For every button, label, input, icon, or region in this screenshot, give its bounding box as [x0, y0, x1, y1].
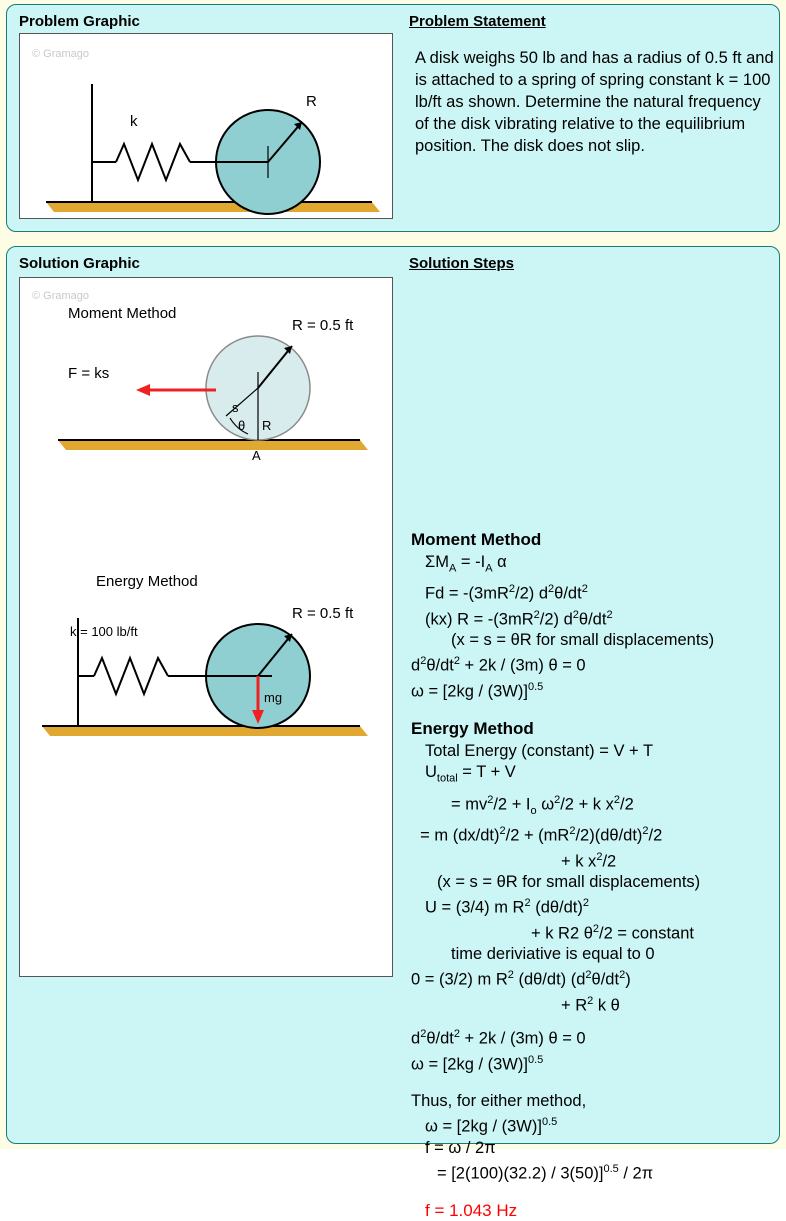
conclusion-line-3: f = ω / 2π [425, 1138, 496, 1157]
energy-eq-6: (x = s = θR for small displacements) [437, 873, 701, 892]
watermark: © Gramago [32, 48, 90, 60]
solution-graphic [19, 277, 393, 977]
energy-eq-10: 0 = (3/2) m $R^2$ (dθ/dt) $(d^2\theta/dt^2)$ [411, 969, 631, 989]
energy-eq-12: $d^2\theta/dt^2 + 2k / (3m) \theta = 0$ [411, 1028, 586, 1048]
spring-label: k [130, 113, 138, 130]
solution-steps [411, 529, 783, 1221]
energy-method-caption: Energy Method [96, 573, 198, 590]
energy-eq-13: ω = [2kg / (3W)]$^{0.5}$ [411, 1053, 544, 1074]
conclusion-line-4: = [2(100)(32.2) / 3(50)]$^{0.5}$ / 2π [437, 1162, 654, 1183]
conclusion-line-1: Thus, for either method, [411, 1092, 587, 1111]
energy-eq-7: U = (3/4) m $R^2$ $(d\theta/dt)^2$ [425, 897, 590, 917]
energy-eq-5: + k $x^2/2$ [561, 850, 617, 871]
problem-diagram [20, 34, 392, 218]
problem-statement-text: A disk weighs 50 lb and has a radius of 0.5 ft and is attached to a spring of spring constant k = 100 lb/ft as shown. Determine the natural frequency of the disk vibrating relative to the equilibrium position. The disk does not slip. [415, 49, 774, 155]
moment-eq-2: $Fd = -(3mR^2/2)$ $d^2\theta/dt^2$ [425, 583, 588, 603]
watermark: © Gramago [32, 290, 90, 302]
moment-eq-6: ω = [2kg / (3W)]$^{0.5}$ [411, 680, 544, 701]
energy-eq-11: + $R^2$ k θ [561, 994, 620, 1015]
weight-label: mg [264, 690, 283, 705]
solution-steps-title: Solution Steps [409, 255, 514, 272]
radius-label: R [306, 93, 317, 110]
energy-eq-1: Total Energy (constant) = V + T [425, 742, 654, 761]
moment-eq-3: (kx) $R = -(3mR^2/2)$ $d^2\theta/dt^2$ [425, 608, 613, 629]
radius-label-2: R = 0.5 ft [292, 605, 354, 622]
theta-label: θ [238, 418, 246, 433]
force-label: F = ks [68, 365, 110, 382]
radius-label-1: R = 0.5 ft [292, 317, 354, 334]
moment-eq-5: $d^2\theta/dt^2 + 2k / (3m) \theta = 0$ [411, 655, 586, 675]
problem-graphic-title: Problem Graphic [19, 13, 140, 30]
solution-diagram [20, 278, 392, 976]
r-label: R [262, 418, 272, 433]
moment-eq-4: (x = s = θR for small displacements) [451, 631, 715, 650]
energy-method-heading: Energy Method [411, 719, 534, 739]
problem-statement-title: Problem Statement [409, 13, 546, 30]
energy-eq-2: $U_{total} = T + V$ [425, 763, 516, 785]
solution-panel [6, 246, 780, 1221]
energy-eq-9: time deriviative is equal to 0 [451, 945, 655, 964]
conclusion-line-2: ω = [2kg / (3W)]$^{0.5}$ [425, 1116, 558, 1136]
arc-label: s [232, 400, 239, 415]
solution-graphic-title: Solution Graphic [19, 255, 140, 272]
moment-method-caption: Moment Method [68, 305, 177, 322]
energy-eq-3: = $mv^2/2 + I_o$ $\omega^2/2 + k$ $x^2/2$ [451, 793, 634, 817]
spring-constant-label: k = 100 lb/ft [70, 624, 138, 639]
moment-eq-1: $\Sigma M_A = -I_A$ α [425, 553, 507, 575]
problem-panel [6, 4, 780, 232]
moment-method-heading: Moment Method [411, 530, 542, 549]
final-answer: f = 1.043 Hz [425, 1201, 518, 1221]
energy-eq-4: = m $(dx/dt)^2/2 + (mR^2/2)(d\theta/dt)^2/2$ [411, 825, 663, 845]
point-a-label: A [252, 448, 261, 463]
energy-eq-8: + k R2 $\theta^2/2$ = constant [531, 922, 694, 943]
problem-graphic [19, 33, 393, 219]
